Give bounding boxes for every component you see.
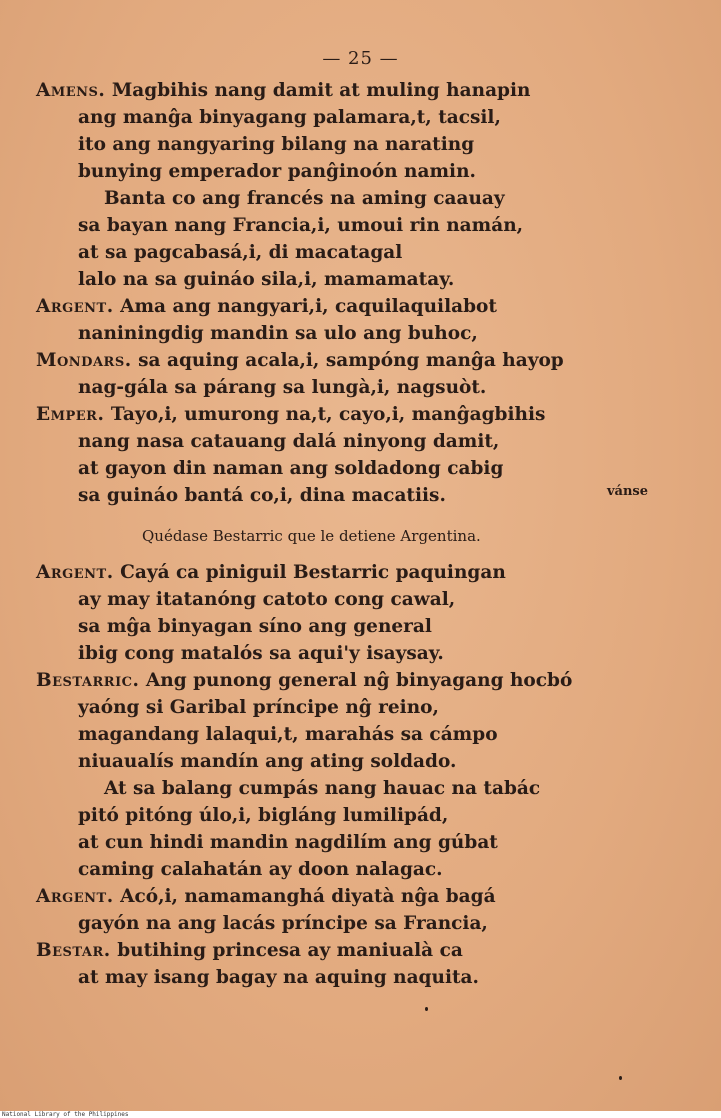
verse-text: magandang lalaqui,t, marahás sa cámpo bbox=[78, 724, 498, 745]
verse-line bbox=[78, 458, 503, 479]
verse-line bbox=[78, 377, 486, 398]
speaker-name: Argent. bbox=[36, 886, 114, 907]
page-number: — 25 — bbox=[322, 48, 399, 69]
verse-text: Banta co ang francés na aming caauay bbox=[104, 188, 505, 209]
verse-line bbox=[78, 832, 498, 853]
speaker-name: Emper. bbox=[36, 404, 105, 425]
verse-text: naniningdig mandin sa ulo ang buhoc, bbox=[78, 323, 478, 344]
verse-line bbox=[78, 913, 488, 934]
verse-text: Cayá ca piniguil Bestarric paquingan bbox=[120, 562, 506, 583]
verse-line bbox=[36, 350, 564, 371]
verse-text: niuaualís mandín ang ating soldado. bbox=[78, 751, 457, 772]
verse-line bbox=[78, 859, 443, 880]
verse-text: ibig cong matalós sa aqui'y isaysay. bbox=[78, 643, 444, 664]
verse-line bbox=[78, 724, 498, 745]
verse-line bbox=[78, 215, 523, 236]
verse-line bbox=[36, 562, 506, 583]
verse-text: Magbihis nang damit at muling hanapin bbox=[111, 80, 531, 101]
verse-text: yaóng si Garibal príncipe nĝ reino, bbox=[78, 697, 439, 718]
verse-text: sa mĝa binyagan síno ang general bbox=[78, 616, 432, 637]
verse-text: gayón na ang lacás príncipe sa Francia, bbox=[78, 913, 488, 934]
verse-text: ang manĝa binyagang palamara,t, tacsil, bbox=[78, 107, 501, 128]
ink-speck bbox=[425, 1007, 428, 1011]
verse-line bbox=[36, 670, 572, 691]
verse-text: lalo na sa guináo sila,i, mamamatay. bbox=[78, 269, 455, 290]
verse-line bbox=[104, 188, 505, 209]
verse-text: sa guináo bantá co,i, dina macatiis. bbox=[78, 485, 446, 506]
verse-line bbox=[36, 80, 530, 101]
verse-text: At sa balang cumpás nang hauac na tabác bbox=[104, 778, 541, 799]
verse-text: at gayon din naman ang soldadong cabig bbox=[78, 458, 504, 479]
verse-text: sa bayan nang Francia,i, umoui rin namán, bbox=[78, 215, 524, 236]
verse-text: Tayo,i, umurong na,t, cayo,i, manĝagbihis bbox=[110, 404, 546, 425]
verse-text: Ama ang nangyari,i, caquilaquilabot bbox=[120, 296, 497, 317]
verse-line bbox=[78, 967, 479, 988]
verse-line bbox=[78, 269, 454, 290]
verse-line bbox=[78, 242, 402, 263]
speaker-name: Argent. bbox=[36, 562, 114, 583]
speaker-name: Amens. bbox=[36, 80, 106, 101]
side-note: vánse bbox=[607, 484, 649, 499]
verse-text: at cun hindi mandin nagdilím ang gúbat bbox=[78, 832, 498, 853]
verse-text: nang nasa catauang dalá ninyong damit, bbox=[78, 431, 500, 452]
verse-line bbox=[78, 431, 499, 452]
speaker-name: Mondars. bbox=[36, 350, 132, 371]
verse-line bbox=[78, 161, 476, 182]
verse-line bbox=[78, 134, 474, 155]
speaker-name: Bestarric. bbox=[36, 670, 140, 691]
verse-line bbox=[36, 940, 463, 961]
verse-line bbox=[78, 485, 446, 506]
verse-line bbox=[104, 778, 540, 799]
verse-line bbox=[78, 805, 448, 826]
verse-line bbox=[36, 886, 496, 907]
ink-speck bbox=[619, 1076, 622, 1080]
stage-direction: Quédase Bestarric que le detiene Argentina. bbox=[142, 527, 481, 545]
verse-text: at may isang bagay na aquing naquita. bbox=[78, 967, 479, 988]
verse-text: at sa pagcabasá,i, di macatagal bbox=[78, 242, 403, 263]
speaker-name: Bestar. bbox=[36, 940, 111, 961]
footer-credit: National Library of the Philippines bbox=[0, 1111, 721, 1118]
verse-line bbox=[78, 643, 444, 664]
verse-line bbox=[78, 323, 478, 344]
speaker-name: Argent. bbox=[36, 296, 114, 317]
verse-line bbox=[78, 589, 455, 610]
verse-text: Ang punong general nĝ binyagang hocbó bbox=[145, 670, 573, 691]
verse-text: pitó pitóng úlo,i, bigláng lumilipád, bbox=[78, 805, 449, 826]
verse-text: ito ang nangyaring bilang na narating bbox=[78, 134, 475, 155]
verse-text: ay may itatanóng catoto cong cawal, bbox=[78, 589, 456, 610]
verse-line bbox=[36, 296, 497, 317]
verse-line bbox=[36, 404, 545, 425]
verse-text: caming calahatán ay doon nalagac. bbox=[78, 859, 443, 880]
verse-text: butihing princesa ay maniualà ca bbox=[117, 940, 463, 961]
verse-text: bunying emperador panĝinoón namin. bbox=[78, 161, 476, 182]
verse-line bbox=[78, 616, 432, 637]
verse-text: sa aquing acala,i, sampóng manĝa hayop bbox=[138, 350, 564, 371]
verse-line bbox=[78, 751, 456, 772]
verse-line bbox=[78, 697, 439, 718]
verse-text: nag-gála sa párang sa lungà,i, nagsuòt. bbox=[78, 377, 487, 398]
verse-text: Acó,i, namamanghá diyatà nĝa bagá bbox=[120, 886, 496, 907]
verse-line bbox=[78, 107, 501, 128]
